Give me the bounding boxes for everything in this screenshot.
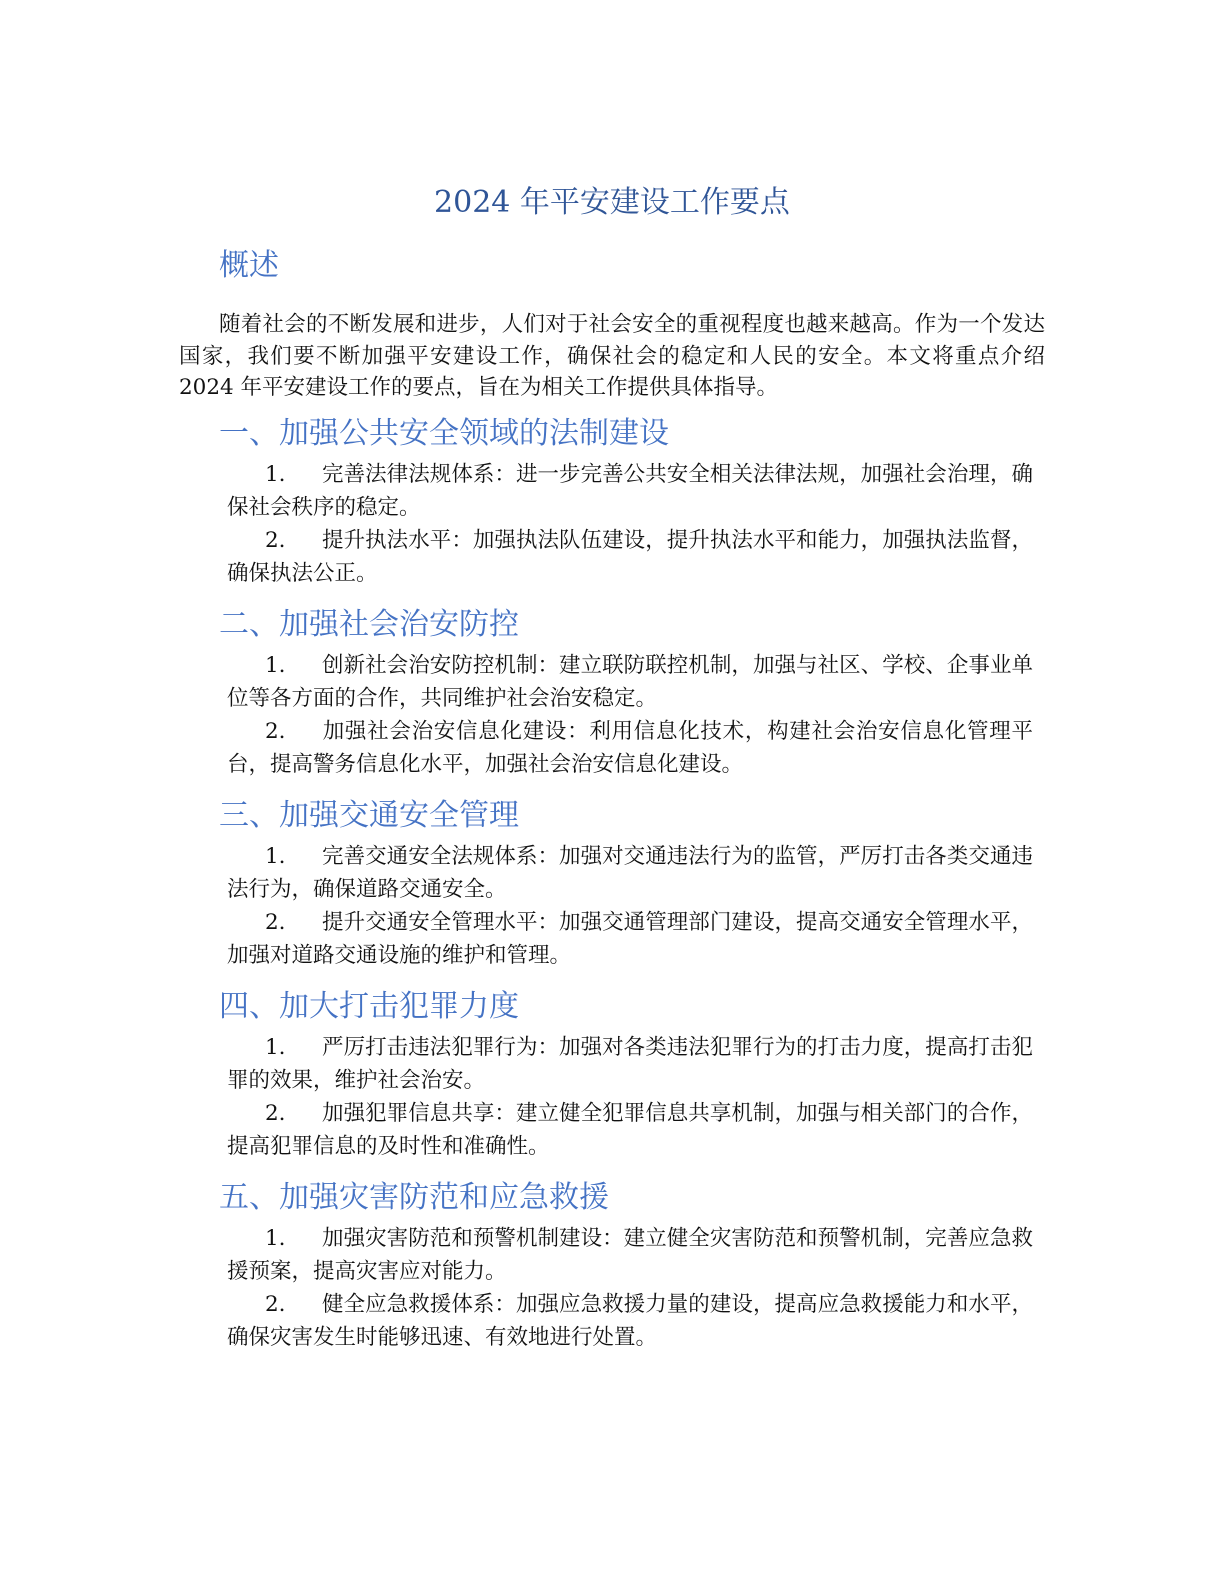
item-number: 2. — [265, 528, 286, 553]
item-text: 加强社会治安信息化建设：利用信息化技术，构建社会治安信息化管理平台，提高警务信息化水平，加强社会治安信息化建设。 — [227, 719, 1033, 777]
section-heading: 五、加强灾害防范和应急救援 — [219, 1180, 609, 1215]
intro-paragraph: 随着社会的不断发展和进步，人们对于社会安全的重视程度也越来越高。作为一个发达国家，我们要不断加强平安建设工作，确保社会的稳定和人民的安全。本文将重点介绍2024 年平安建设工作的要点，旨在为相关工作提供具体指导。 — [179, 312, 1045, 400]
item-text: 提升执法水平：加强执法队伍建设，提升执法水平和能力，加强执法监督，确保执法公正。 — [227, 528, 1033, 586]
item-text: 严厉打击违法犯罪行为：加强对各类违法犯罪行为的打击力度，提高打击犯罪的效果，维护社会治安。 — [227, 1035, 1033, 1093]
item-number: 2. — [265, 1292, 286, 1317]
list-item — [227, 840, 1033, 906]
list-item — [227, 906, 1033, 972]
item-number: 1. — [265, 1035, 286, 1060]
item-text: 健全应急救援体系：加强应急救援力量的建设，提高应急救援能力和水平，确保灾害发生时能够迅速、有效地进行处置。 — [227, 1292, 1033, 1350]
document-title: 2024 年平安建设工作要点 — [434, 185, 790, 220]
section-heading: 一、加强公共安全领域的法制建设 — [219, 416, 669, 451]
item-number: 2. — [265, 719, 286, 744]
list-item — [227, 1031, 1033, 1097]
item-text: 加强灾害防范和预警机制建设：建立健全灾害防范和预警机制，完善应急救援预案，提高灾害应对能力。 — [227, 1226, 1033, 1284]
list-item — [227, 715, 1033, 781]
item-number: 1. — [265, 653, 286, 678]
item-number: 2. — [265, 910, 286, 935]
list-item — [227, 458, 1033, 524]
item-number: 2. — [265, 1101, 286, 1126]
list-item — [227, 1288, 1033, 1354]
item-number: 1. — [265, 462, 286, 487]
item-number: 1. — [265, 844, 286, 869]
section-heading: 三、加强交通安全管理 — [219, 798, 519, 833]
item-number: 1. — [265, 1226, 286, 1251]
list-item — [227, 1222, 1033, 1288]
item-text: 加强犯罪信息共享：建立健全犯罪信息共享机制，加强与相关部门的合作，提高犯罪信息的及时性和准确性。 — [227, 1101, 1033, 1159]
list-item — [227, 524, 1033, 590]
list-item — [227, 1097, 1033, 1163]
section-heading: 二、加强社会治安防控 — [219, 607, 519, 642]
item-text: 完善交通安全法规体系：加强对交通违法行为的监管，严厉打击各类交通违法行为，确保道路交通安全。 — [227, 844, 1033, 902]
item-text: 提升交通安全管理水平：加强交通管理部门建设，提高交通安全管理水平，加强对道路交通设施的维护和管理。 — [227, 910, 1033, 968]
overview-heading: 概述 — [219, 248, 279, 283]
section-heading: 四、加大打击犯罪力度 — [219, 989, 519, 1024]
list-item — [227, 649, 1033, 715]
item-text: 创新社会治安防控机制：建立联防联控机制，加强与社区、学校、企事业单位等各方面的合作，共同维护社会治安稳定。 — [227, 653, 1033, 711]
item-text: 完善法律法规体系：进一步完善公共安全相关法律法规，加强社会治理，确保社会秩序的稳定。 — [227, 462, 1033, 520]
